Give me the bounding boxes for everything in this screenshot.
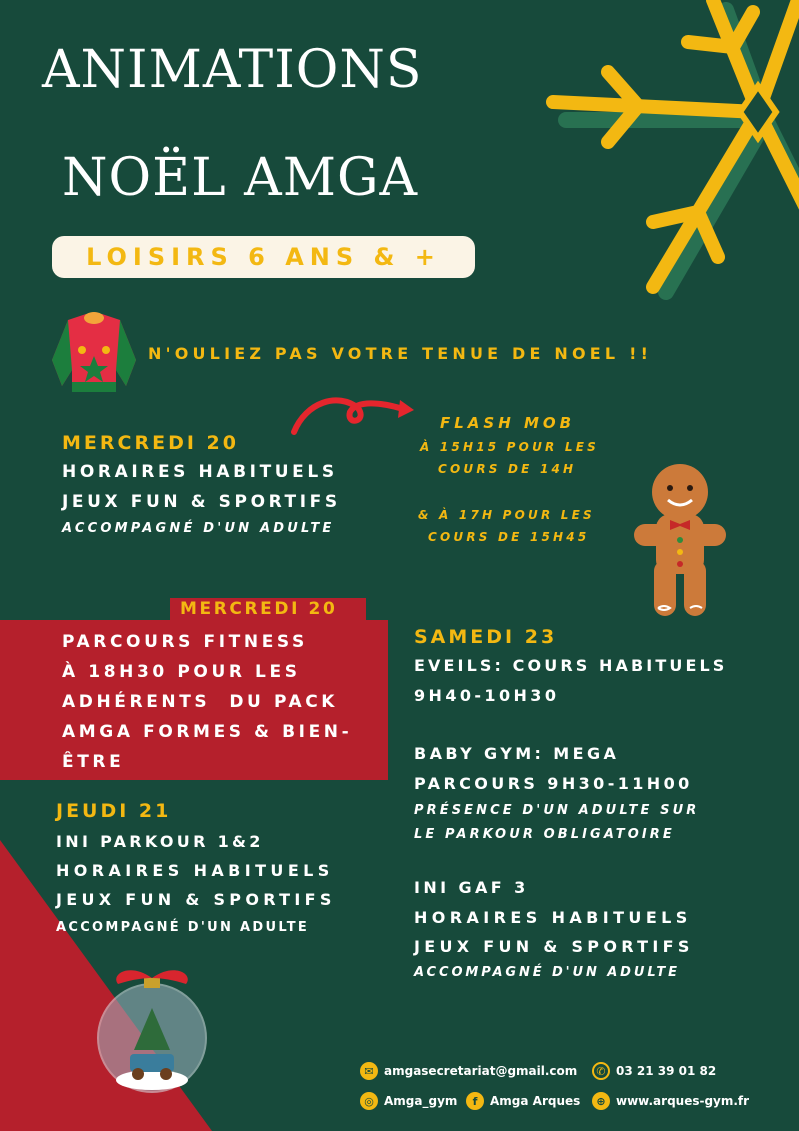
fitness-line-5: ÊTRE <box>62 752 125 772</box>
contact-phone[interactable] <box>592 1062 716 1080</box>
babygym-note-2: LE PARKOUR OBLIGATOIRE <box>414 827 675 842</box>
saturday-line-1: EVEILS: COURS HABITUELS <box>414 656 728 675</box>
flashmob-line-2: COURS DE 14H <box>438 462 577 476</box>
thursday-heading: JEUDI 21 <box>56 800 172 822</box>
gingerbread-man-icon <box>630 462 730 620</box>
wednesday-note: ACCOMPAGNÉ D'UN ADULTE <box>62 521 335 536</box>
age-pill <box>52 236 475 278</box>
inigaf-note: ACCOMPAGNÉ D'UN ADULTE <box>414 965 680 980</box>
age-pill-label: LOISIRS 6 ANS & + <box>86 243 441 271</box>
fitness-line-3: ADHÉRENTS DU PACK <box>62 692 339 712</box>
fitness-day: MERCREDI 20 <box>180 599 338 619</box>
contact-email-text: amgasecretariat@gmail.com <box>384 1064 578 1078</box>
inigaf-line-1: INI GAF 3 <box>414 878 529 897</box>
instagram-icon: ◎ <box>360 1092 378 1110</box>
phone-icon: ✆ <box>592 1062 610 1080</box>
title-line-1: ANIMATIONS <box>42 40 423 100</box>
contact-instagram[interactable] <box>360 1092 457 1110</box>
thursday-note: ACCOMPAGNÉ D'UN ADULTE <box>56 920 310 935</box>
contact-instagram-text: Amga_gym <box>384 1094 458 1108</box>
contact-facebook-text: Amga Arques <box>490 1094 581 1108</box>
red-arrow-icon <box>288 392 418 438</box>
christmas-sweater-icon <box>46 310 142 396</box>
facebook-icon: f <box>466 1092 484 1110</box>
contact-email[interactable] <box>360 1062 577 1080</box>
saturday-line-2: 9H40-10H30 <box>414 686 560 705</box>
flashmob-line-1: À 15H15 POUR LES <box>420 440 599 454</box>
title-line-2: NOËL AMGA <box>62 148 419 208</box>
thursday-line-1: INI PARKOUR 1&2 <box>56 832 264 851</box>
inigaf-line-3: JEUX FUN & SPORTIFS <box>414 937 694 956</box>
flashmob-line-3: & À 17H POUR LES <box>418 508 595 522</box>
wednesday-heading: MERCREDI 20 <box>62 432 239 454</box>
wednesday-line-1: HORAIRES HABITUELS <box>62 462 338 482</box>
snowflake-icon <box>520 0 799 320</box>
contact-facebook[interactable] <box>466 1092 580 1110</box>
globe-icon: ⊕ <box>592 1092 610 1110</box>
reminder-text: N'OULIEZ PAS VOTRE TENUE DE NOEL !! <box>148 344 653 363</box>
babygym-note-1: PRÉSENCE D'UN ADULTE SUR <box>414 803 700 818</box>
babygym-line-1: BABY GYM: MEGA <box>414 744 620 763</box>
thursday-line-2: HORAIRES HABITUELS <box>56 861 334 880</box>
fitness-line-2: À 18H30 POUR LES <box>62 662 301 682</box>
fitness-line-1: PARCOURS FITNESS <box>62 632 308 652</box>
contact-phone-text: 03 21 39 01 82 <box>616 1064 717 1078</box>
christmas-ornament-icon <box>90 958 216 1098</box>
mail-icon: ✉ <box>360 1062 378 1080</box>
flashmob-line-4: COURS DE 15H45 <box>428 530 590 544</box>
fitness-line-4: AMGA FORMES & BIEN- <box>62 722 353 742</box>
saturday-heading: SAMEDI 23 <box>414 626 558 648</box>
contact-website-text: www.arques-gym.fr <box>616 1094 750 1108</box>
babygym-line-2: PARCOURS 9H30-11H00 <box>414 774 693 793</box>
contact-website[interactable] <box>592 1092 749 1110</box>
inigaf-line-2: HORAIRES HABITUELS <box>414 908 692 927</box>
thursday-line-3: JEUX FUN & SPORTIFS <box>56 890 336 909</box>
flashmob-heading: FLASH MOB <box>440 414 576 432</box>
wednesday-line-2: JEUX FUN & SPORTIFS <box>62 492 341 512</box>
